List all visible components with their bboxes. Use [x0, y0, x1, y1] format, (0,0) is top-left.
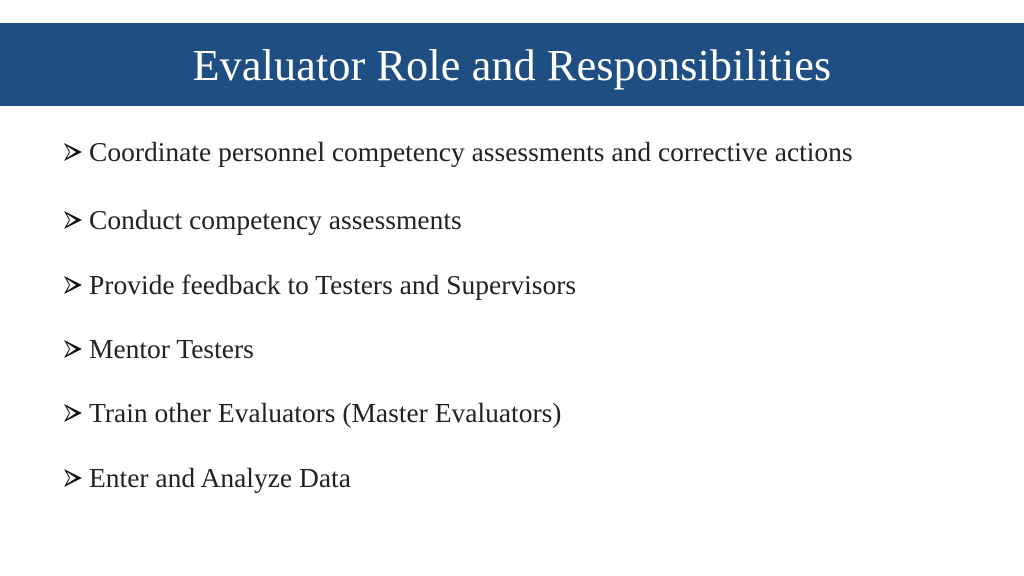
bullet-item-1 [62, 135, 853, 169]
arrow-bullet-icon [62, 208, 86, 232]
arrow-bullet-icon [62, 466, 86, 490]
bullet-item-6 [62, 461, 351, 495]
arrow-bullet-icon [62, 401, 86, 425]
title-bar [0, 23, 1024, 106]
bullet-text-3: Provide feedback to Testers and Supervisors [89, 269, 577, 301]
bullet-text-6: Enter and Analyze Data [89, 462, 351, 494]
arrow-bullet-icon [62, 140, 86, 164]
bullet-text-1: Coordinate personnel competency assessments and corrective actions [89, 136, 853, 168]
bullet-text-4: Mentor Testers [89, 333, 254, 365]
bullet-item-2 [62, 203, 462, 237]
bullet-text-5: Train other Evaluators (Master Evaluators) [89, 397, 562, 429]
arrow-bullet-icon [62, 337, 86, 361]
arrow-bullet-icon [62, 273, 86, 297]
bullet-item-3 [62, 268, 576, 302]
bullet-item-4 [62, 332, 254, 366]
bullet-item-5 [62, 396, 561, 430]
bullet-text-2: Conduct competency assessments [89, 204, 462, 236]
slide-title: Evaluator Role and Responsibilities [192, 40, 832, 90]
